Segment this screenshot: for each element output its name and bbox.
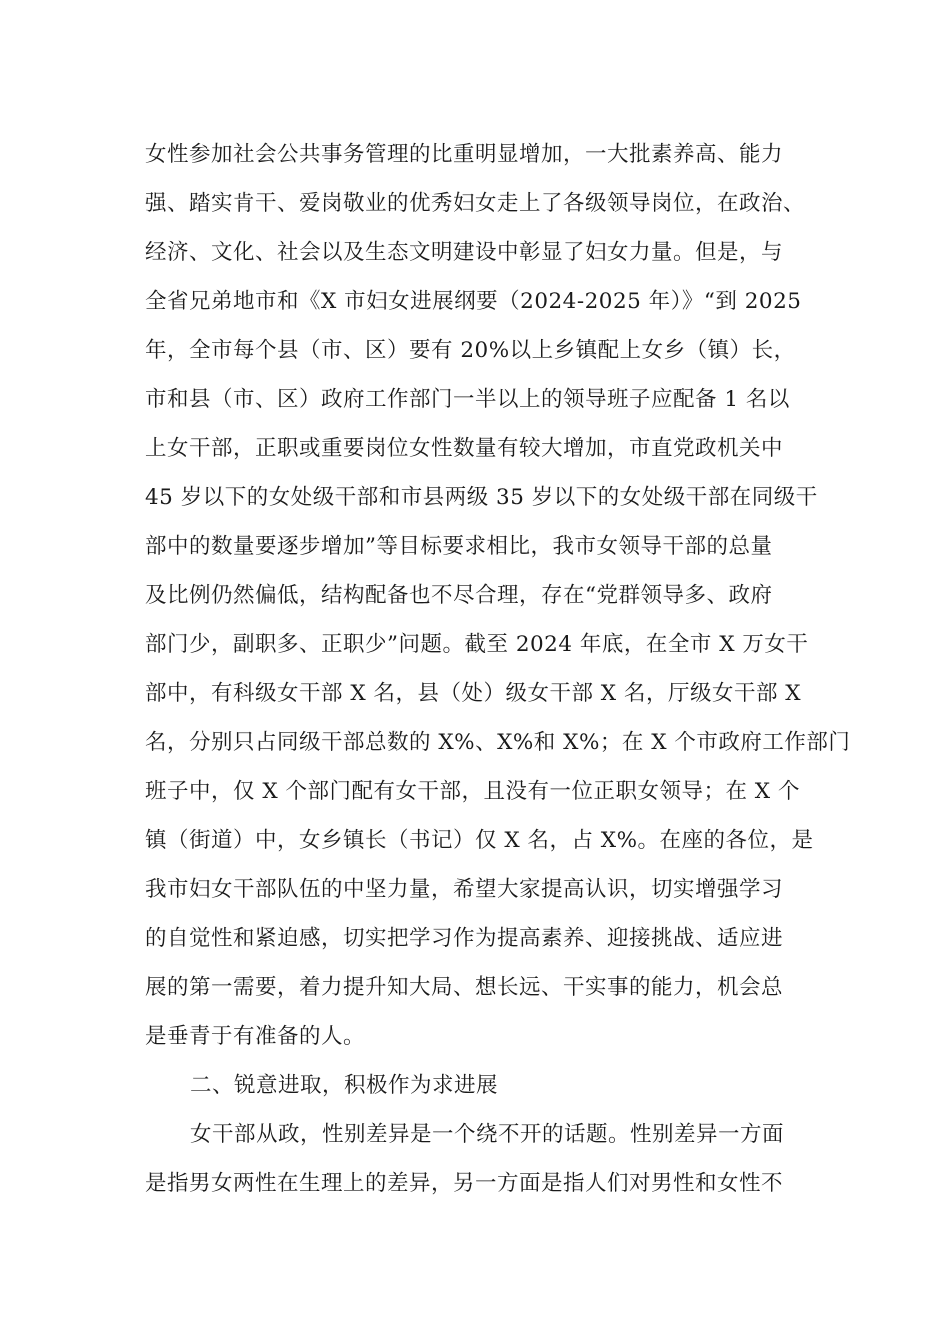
body-line: 全省兄弟地市和《X 市妇女进展纲要（2024-2025 年）》“到 2025 — [145, 289, 802, 314]
body-line: 45 岁以下的女处级干部和市县两级 35 岁以下的女处级干部在同级干 — [145, 485, 818, 510]
body-line: 年，全市每个县（市、区）要有 20%以上乡镇配上女乡（镇）长， — [145, 338, 796, 363]
body-line: 市和县（市、区）政府工作部门一半以上的领导班子应配备 1 名以 — [145, 387, 790, 412]
section-heading: 二、锐意进取，积极作为求进展 — [190, 1073, 499, 1098]
body-line: 部中的数量要逐步增加”等目标要求相比，我市女领导干部的总量 — [145, 534, 773, 559]
body-line: 部中，有科级女干部 X 名，县（处）级女干部 X 名，厅级女干部 X — [145, 681, 802, 706]
body-line: 强、踏实肯干、爱岗敬业的优秀妇女走上了各级领导岗位，在政治、 — [145, 191, 806, 216]
body-line: 展的第一需要，着力提升知大局、想长远、干实事的能力，机会总 — [145, 975, 784, 1000]
body-line: 是垂青于有准备的人。 — [145, 1024, 366, 1049]
body-line: 部门少，副职多、正职少”问题。截至 2024 年底，在全市 X 万女干 — [145, 632, 809, 657]
body-line: 我市妇女干部队伍的中坚力量，希望大家提高认识，切实增强学习 — [145, 877, 784, 902]
body-line: 及比例仍然偏低，结构配备也不尽合理，存在“党群领导多、政府 — [145, 583, 773, 608]
body-line: 的自觉性和紧迫感，切实把学习作为提高素养、迎接挑战、适应进 — [145, 926, 784, 951]
body-line: 镇（街道）中，女乡镇长（书记）仅 X 名，占 X%。在座的各位，是 — [145, 828, 814, 853]
body-line: 班子中，仅 X 个部门配有女干部，且没有一位正职女领导；在 X 个 — [145, 779, 800, 804]
body-line: 女性参加社会公共事务管理的比重明显增加，一大批素养高、能力 — [145, 142, 784, 167]
body-line: 上女干部，正职或重要岗位女性数量有较大增加，市直党政机关中 — [145, 436, 784, 461]
body-line: 名，分别只占同级干部总数的 X%、X%和 X%；在 X 个市政府工作部门 — [145, 730, 851, 755]
body-line: 女干部从政，性别差异是一个绕不开的话题。性别差异一方面 — [190, 1122, 785, 1147]
body-line: 是指男女两性在生理上的差异，另一方面是指人们对男性和女性不 — [145, 1171, 784, 1196]
body-line: 经济、文化、社会以及生态文明建设中彰显了妇女力量。但是，与 — [145, 240, 784, 265]
